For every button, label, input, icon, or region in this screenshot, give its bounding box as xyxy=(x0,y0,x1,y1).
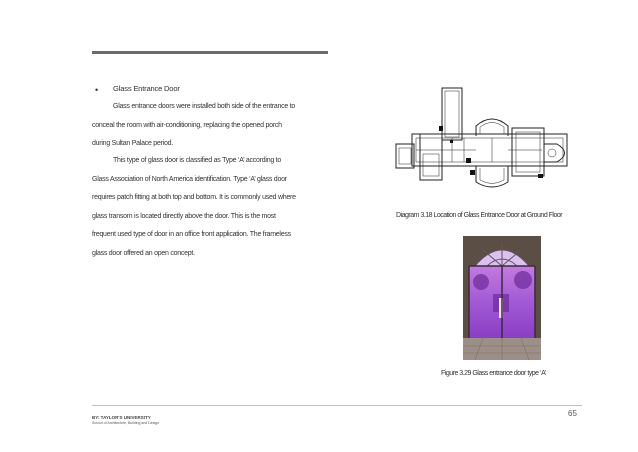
paragraph-2-line: glass transom is located directly above the door. This is the most xyxy=(92,212,276,220)
paragraph-2-line: requires patch fitting at both top and bottom. It is commonly used where xyxy=(92,194,296,201)
paragraph-1 xyxy=(92,98,330,154)
paragraph-2-line: glass door offered an open concept. xyxy=(92,249,195,257)
footer-institution: BY: TAYLOR'S UNIVERSITY xyxy=(92,415,151,420)
paragraph-1-line: Glass entrance doors were installed both side of the entrance to xyxy=(113,103,296,110)
page-number: 65 xyxy=(568,409,577,418)
glass-door-photo xyxy=(463,236,541,360)
paragraph-2-line: This type of glass door is classified as Type ‘A’ according to xyxy=(113,157,282,164)
paragraph-2 xyxy=(92,152,330,263)
footer-rule xyxy=(92,405,582,406)
paragraph-2-line: Glass Association of North America identification. Type ‘A’ glass door xyxy=(92,175,287,183)
figure-caption: Figure 3.29 Glass entrance door type ‘A’ xyxy=(441,370,546,377)
floor-plan-diagram xyxy=(392,86,578,190)
diagram-caption: Diagram 3.18 Location of Glass Entrance Door at Ground Floor xyxy=(396,212,563,219)
footer-school: School of Architecture, Building and Design xyxy=(92,421,160,425)
bullet-marker: • xyxy=(95,85,99,95)
paragraph-1-line: conceal the room with air-conditioning, replacing the opened porch xyxy=(92,121,282,129)
paragraph-1-line: during Sultan Palace period. xyxy=(92,140,173,147)
header-rule xyxy=(92,51,328,54)
paragraph-2-line: frequent used type of door in an office front application. The frameless xyxy=(92,231,291,238)
section-title: Glass Entrance Door xyxy=(113,84,180,93)
